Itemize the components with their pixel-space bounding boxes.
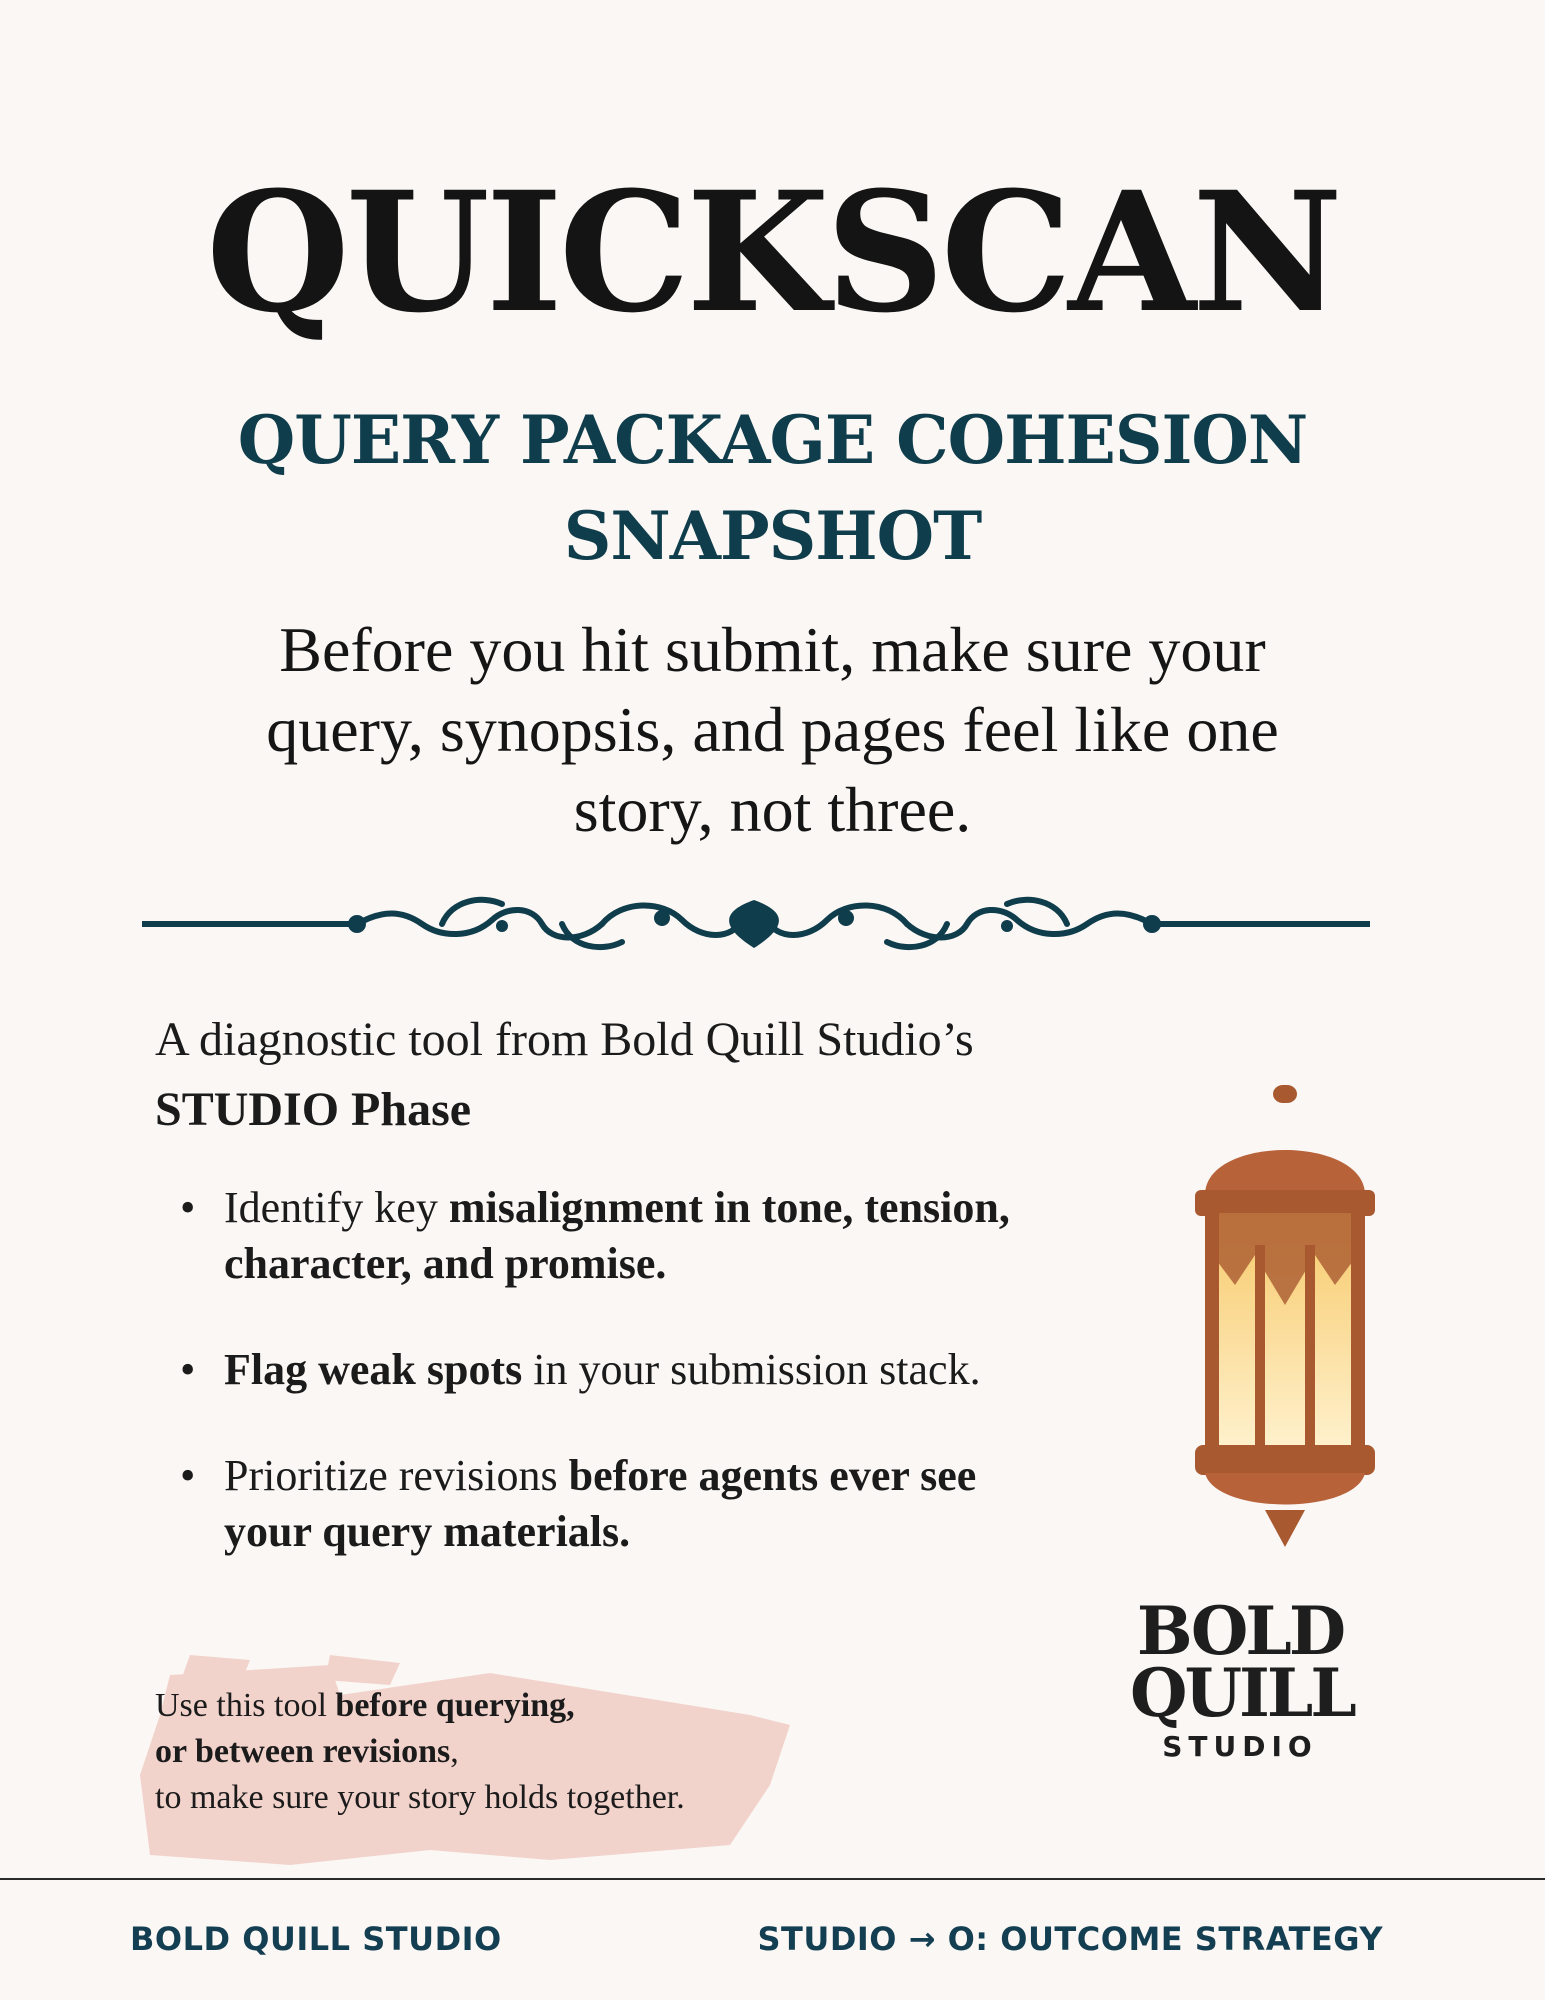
note-text: , xyxy=(450,1733,459,1770)
footer-brand: BOLD QUILL STUDIO xyxy=(130,1920,502,1958)
bullet-dot-icon: • xyxy=(180,1451,196,1500)
tagline-line: query, synopsis, and pages feel like one xyxy=(266,694,1279,765)
bullet-dot-icon: • xyxy=(180,1183,196,1232)
usage-note xyxy=(155,1683,855,1821)
bullet-dot-icon: • xyxy=(180,1345,196,1394)
bullet-emphasis: before agents ever see your query materials. xyxy=(224,1451,977,1556)
intro-phase: STUDIO Phase xyxy=(155,1083,472,1136)
logo-line: QUILL xyxy=(1130,1654,1354,1732)
bullet-emphasis: misalignment in tone, tension, character, and promise. xyxy=(224,1183,1010,1288)
note-emphasis: before querying, xyxy=(335,1687,575,1724)
bullet-text: Identify key xyxy=(224,1183,449,1232)
page-title: QUICKSCAN xyxy=(206,155,1339,349)
footer-divider xyxy=(0,1878,1545,1880)
bullet-text: in your submission stack. xyxy=(522,1345,981,1394)
list-item xyxy=(180,1448,1010,1560)
subtitle-line: SNAPSHOT xyxy=(563,497,982,575)
studio-logo xyxy=(1130,1592,1354,1763)
lantern-icon xyxy=(1175,1085,1395,1555)
bullet-list xyxy=(180,1180,1010,1610)
note-text: Use this tool xyxy=(155,1687,336,1724)
logo-line: BOLD xyxy=(1136,1592,1344,1670)
tagline xyxy=(180,610,1365,850)
list-item xyxy=(180,1180,1010,1292)
note-text: to make sure your story holds together. xyxy=(155,1779,685,1816)
intro-text xyxy=(155,1005,1205,1145)
intro-line: A diagnostic tool from Bold Quill Studio’s xyxy=(155,1013,974,1066)
page-subtitle xyxy=(200,392,1345,584)
ornamental-divider-icon xyxy=(142,880,1370,960)
bullet-text: Prioritize revisions xyxy=(224,1451,569,1500)
note-emphasis: or between revisions xyxy=(155,1733,451,1770)
logo-line: STUDIO xyxy=(1162,1730,1318,1763)
footer-section: STUDIO → O: OUTCOME STRATEGY xyxy=(757,1920,1383,1958)
subtitle-line: QUERY PACKAGE COHESION xyxy=(237,401,1308,479)
tagline-line: Before you hit submit, make sure your xyxy=(279,614,1266,685)
bullet-emphasis: Flag weak spots xyxy=(224,1345,523,1394)
list-item xyxy=(180,1342,1010,1398)
tagline-line: story, not three. xyxy=(573,774,972,845)
